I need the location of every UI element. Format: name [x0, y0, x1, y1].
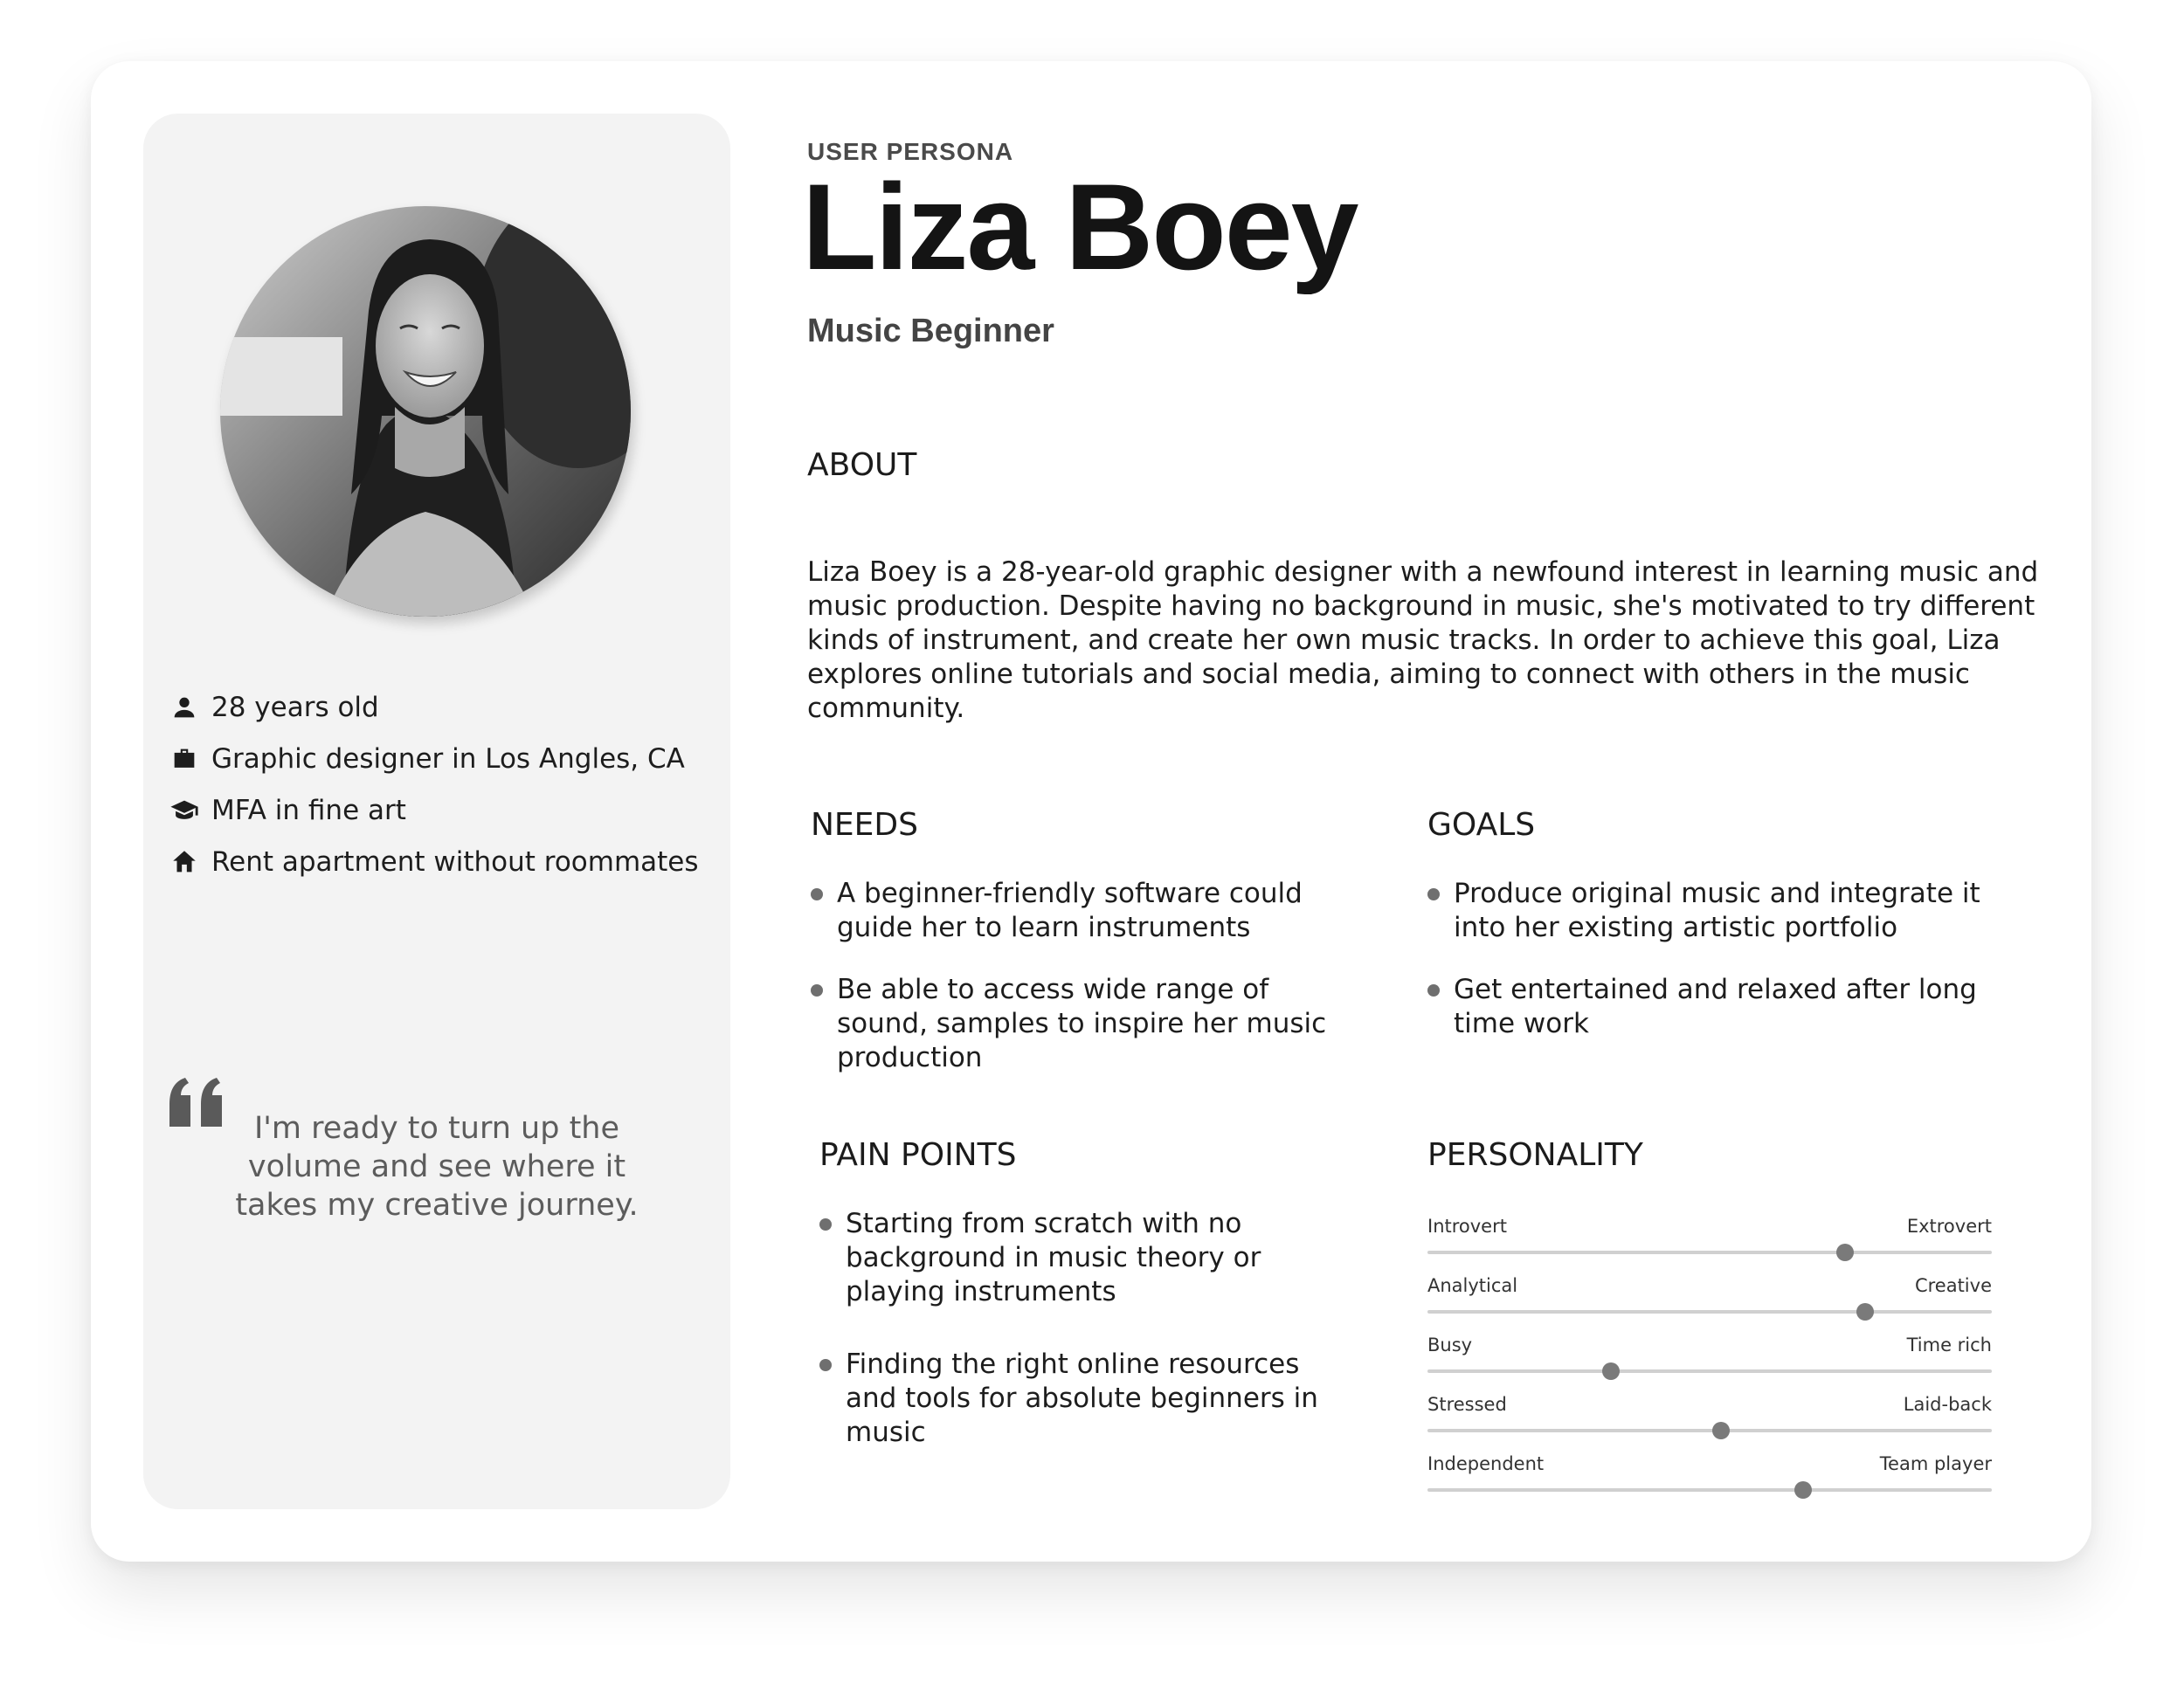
list-item-text: Produce original music and integrate it into her existing artistic portfolio: [1454, 878, 1980, 943]
slider-track: [1427, 1310, 1992, 1314]
needs-list: [811, 877, 1344, 1075]
list-item: [819, 1348, 1344, 1450]
slider-right-label: Laid-back: [1903, 1394, 1992, 1415]
list-item-text: Finding the right online resources and tools for absolute beginners in music: [846, 1348, 1318, 1448]
persona-card: [91, 61, 2091, 1562]
slider-knob[interactable]: [1712, 1422, 1730, 1439]
slider-knob[interactable]: [1602, 1362, 1620, 1380]
fact-occupation: [169, 733, 699, 784]
about-heading: ABOUT: [807, 447, 917, 483]
profile-panel: [143, 114, 730, 1509]
fact-text: Graphic designer in Los Angles, CA: [211, 742, 685, 775]
goals-list: [1427, 877, 1987, 1041]
slider-left-label: Busy: [1427, 1335, 1473, 1355]
profile-photo: [220, 206, 631, 617]
list-item: [1427, 877, 1987, 945]
slider-track: [1427, 1251, 1992, 1254]
persona-quote: I'm ready to turn up the volume and see where it takes my creative journey.: [235, 1111, 639, 1223]
persona-name: Liza Boey: [802, 158, 1358, 295]
personality-slider-independent-team-player[interactable]: [1427, 1453, 1992, 1506]
slider-knob[interactable]: [1794, 1481, 1812, 1499]
slider-left-label: Analytical: [1427, 1275, 1518, 1296]
slider-left-label: Introvert: [1427, 1216, 1507, 1237]
slider-right-label: Time rich: [1906, 1335, 1992, 1355]
home-icon: [169, 847, 199, 877]
slider-left-label: Stressed: [1427, 1394, 1507, 1415]
list-item-text: A beginner-friendly software could guide her to learn instruments: [837, 878, 1303, 943]
fact-age: [169, 681, 699, 733]
slider-right-label: Team player: [1879, 1453, 1992, 1474]
slider-knob[interactable]: [1836, 1244, 1854, 1261]
briefcase-icon: [169, 744, 199, 774]
page-eyebrow: USER PERSONA: [807, 138, 1014, 165]
pain-points-list: [819, 1207, 1344, 1450]
bullet-icon: [1427, 888, 1440, 900]
persona-role: Music Beginner: [807, 313, 1054, 349]
list-item: [811, 973, 1344, 1075]
personality-slider-introvert-extrovert[interactable]: [1427, 1216, 1992, 1268]
personality-slider-busy-time-rich[interactable]: [1427, 1335, 1992, 1387]
list-item: [1427, 973, 1987, 1041]
bullet-icon: [811, 888, 823, 900]
list-item-text: Get entertained and relaxed after long time work: [1454, 974, 1977, 1039]
slider-right-label: Extrovert: [1906, 1216, 1992, 1237]
slider-left-label: Independent: [1427, 1453, 1545, 1474]
slider-track: [1427, 1369, 1992, 1373]
fact-housing: [169, 836, 699, 887]
bullet-icon: [819, 1218, 832, 1231]
about-text: Liza Boey is a 28-year-old graphic designer with a newfound interest in learning music and music production. Despite having no background in music, she's motivated to try different kinds of instrument, and create her own music tracks. In order to achieve this goal, Liza explores online tutorials and social media, aiming to connect with others in the music community.: [807, 556, 2039, 724]
fact-text: 28 years old: [211, 691, 379, 723]
profile-facts: [169, 681, 699, 887]
pain-points-heading: PAIN POINTS: [819, 1137, 1017, 1173]
graduation-cap-icon: [169, 796, 199, 825]
fact-text: MFA in fine art: [211, 794, 406, 826]
slider-track: [1427, 1429, 1992, 1432]
person-icon: [169, 693, 199, 722]
bullet-icon: [819, 1359, 832, 1371]
goals-heading: GOALS: [1427, 807, 1536, 843]
needs-heading: NEEDS: [811, 807, 918, 843]
slider-knob[interactable]: [1856, 1303, 1874, 1321]
slider-right-label: Creative: [1914, 1275, 1992, 1296]
personality-slider-analytical-creative[interactable]: [1427, 1275, 1992, 1328]
list-item-text: Be able to access wide range of sound, samples to inspire her music production: [837, 974, 1327, 1073]
personality-heading: PERSONALITY: [1427, 1137, 1643, 1173]
slider-track: [1427, 1488, 1992, 1492]
personality-slider-stressed-laid-back[interactable]: [1427, 1394, 1992, 1446]
list-item: [819, 1207, 1344, 1309]
fact-text: Rent apartment without roommates: [211, 845, 699, 878]
fact-education: [169, 784, 699, 836]
list-item: [811, 877, 1344, 945]
bullet-icon: [1427, 984, 1440, 997]
list-item-text: Starting from scratch with no background in music theory or playing instruments: [846, 1208, 1261, 1307]
bullet-icon: [811, 984, 823, 997]
